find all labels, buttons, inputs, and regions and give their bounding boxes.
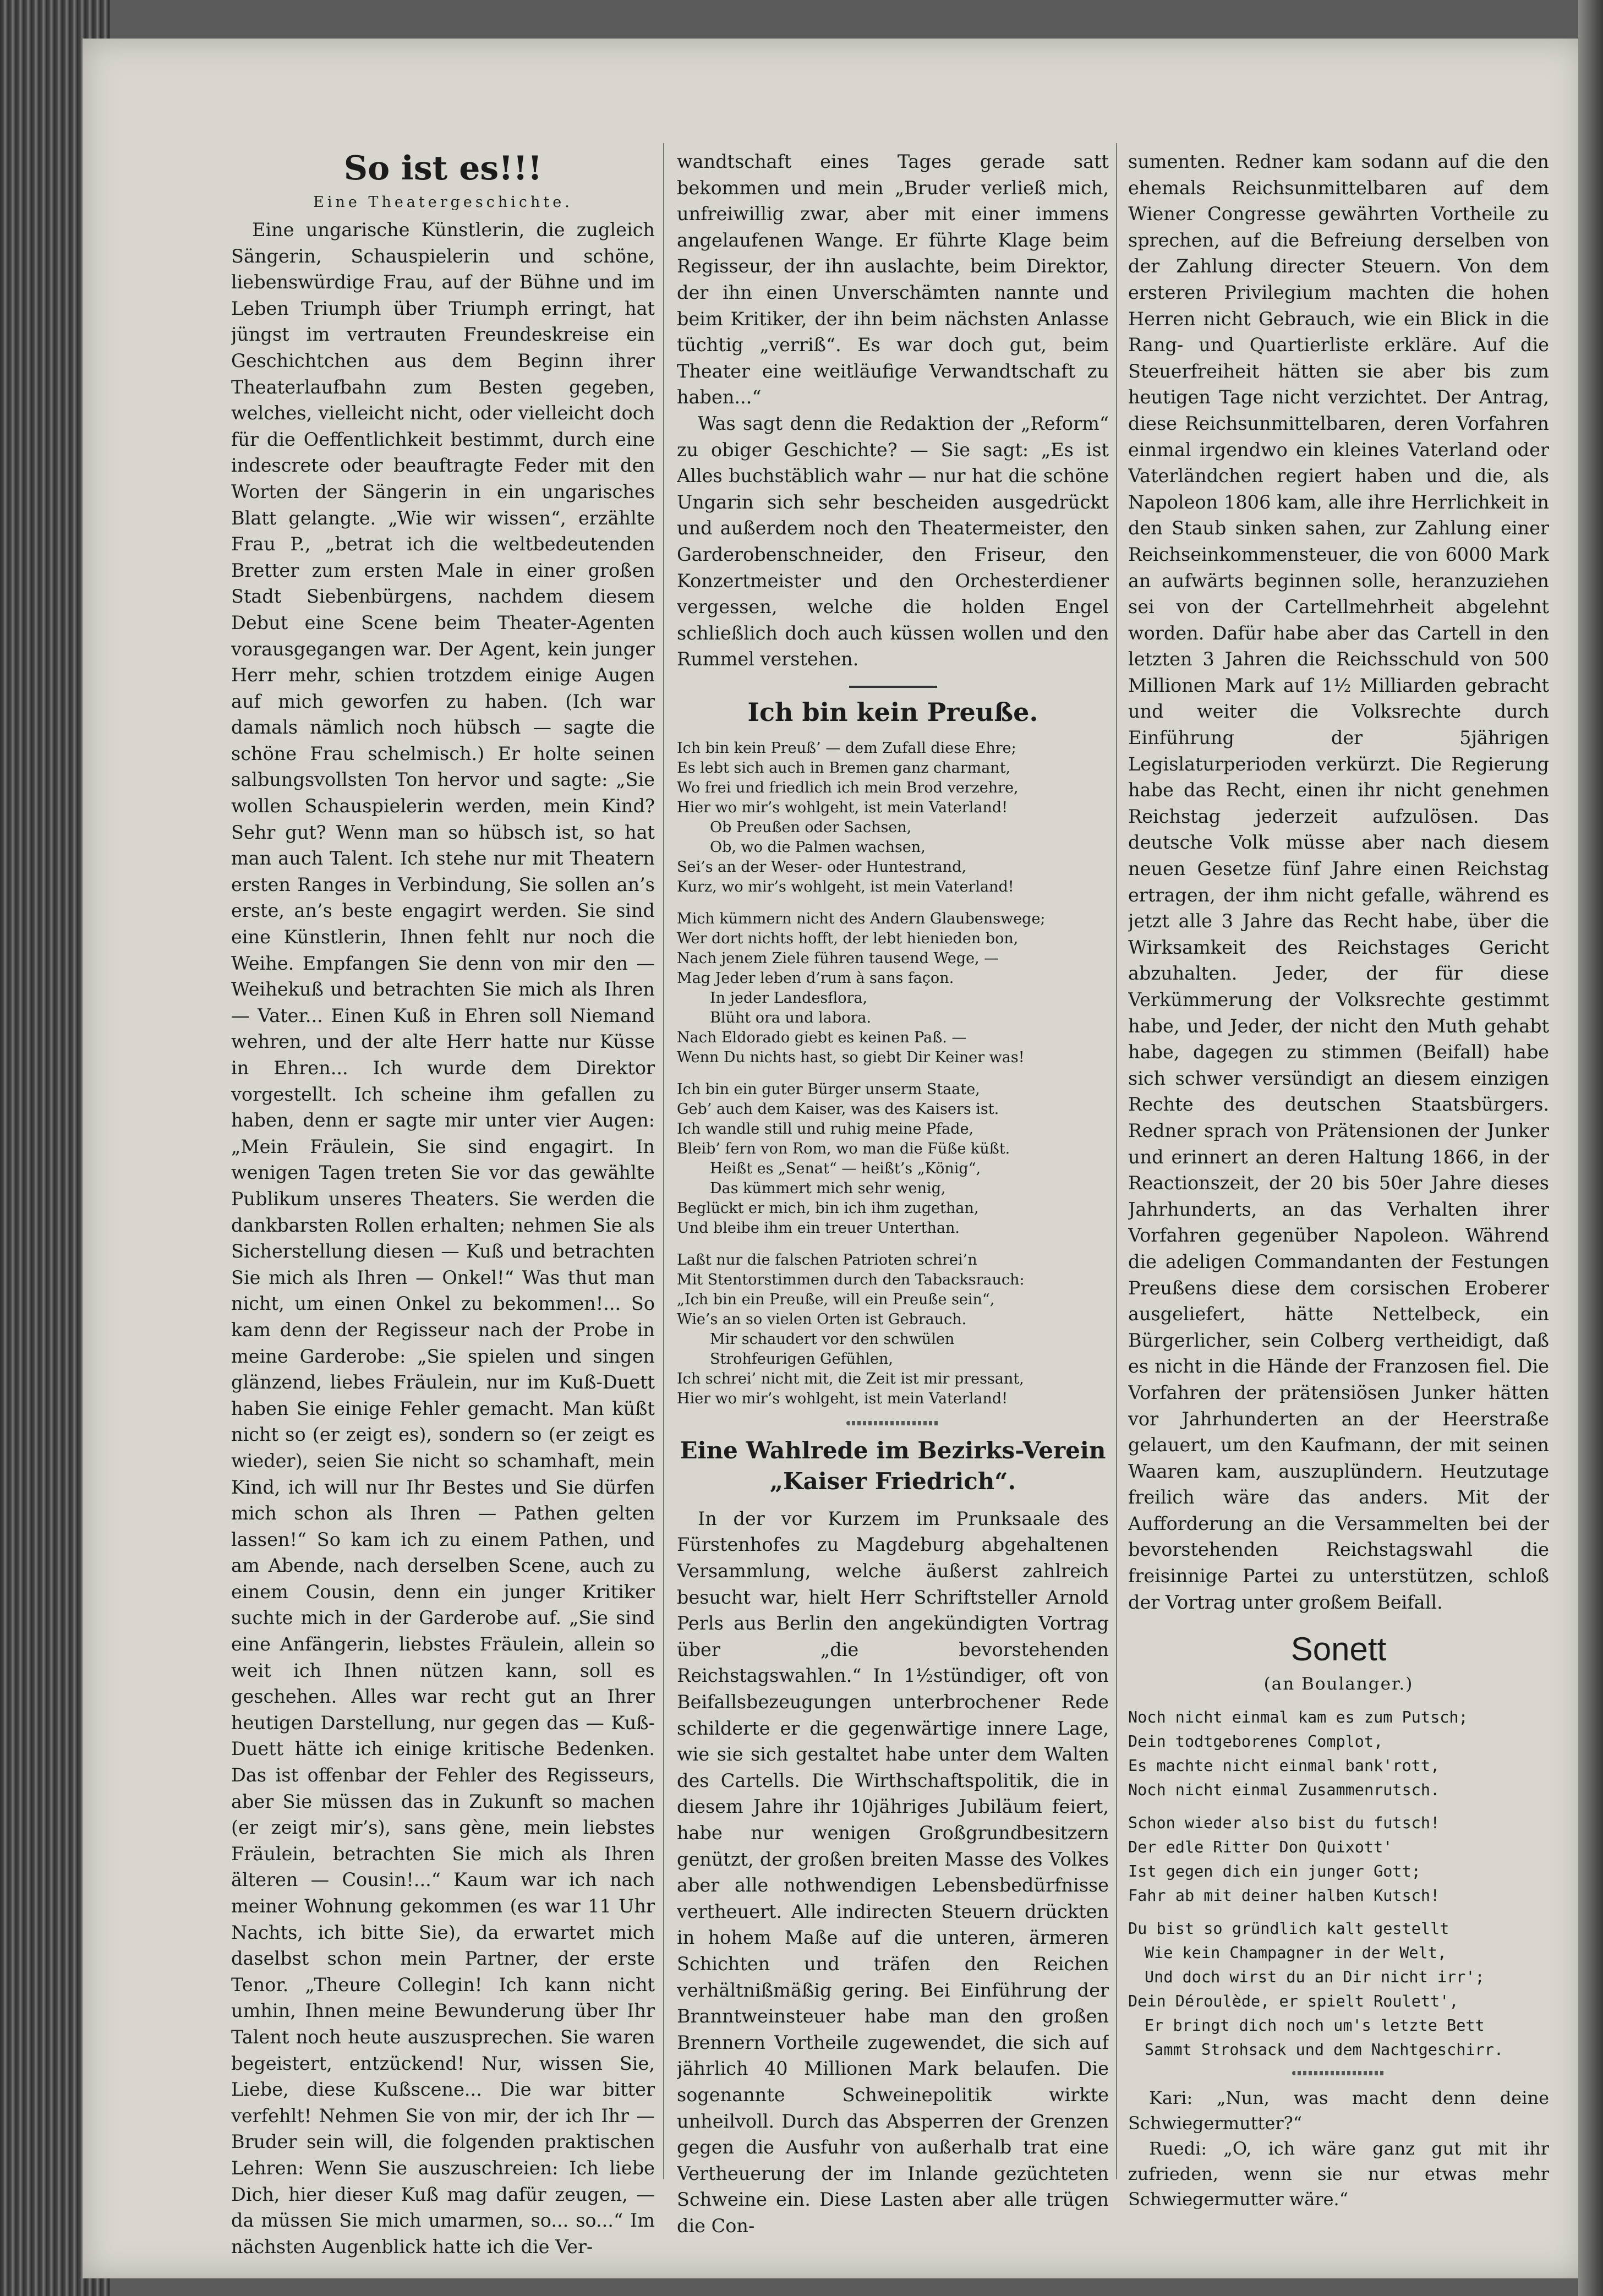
verse-line: Du bist so gründlich kalt gestellt (1128, 1920, 1449, 1938)
column-divider-1 (663, 143, 664, 2179)
verse-line: Dein Déroulède, er spielt Roulett', (1128, 1992, 1459, 2011)
verse-line: Mich kümmern nicht des Andern Glaubenswege; (677, 910, 1046, 927)
verse-line: Schon wieder also bist du futsch! (1128, 1814, 1440, 1833)
verse-line: Ich bin kein Preuß’ — dem Zufall diese Ehre; (677, 739, 1016, 757)
verse-line: Kurz, wo mir’s wohlgeht, ist mein Vaterland! (677, 878, 1014, 895)
verse-line: Heißt es „Senat“ — heißt’s „König“, (710, 1160, 981, 1177)
stanza (1128, 1917, 1549, 2062)
verse-line: Und doch wirst du an Dir nicht irr'; (1145, 1968, 1485, 1987)
verse-line: Hier wo mir’s wohlgeht, ist mein Vaterland! (677, 799, 1008, 816)
verse-line: Fahr ab mit deiner halben Kutsch! (1128, 1887, 1440, 1905)
stanza (1128, 1705, 1549, 1802)
wahlrede-body-continued: sumenten. Redner kam sodann auf die den ehemals Reichsunmittelbaren auf dem Wiener Congresse gewährten Vortheile zu sprechen, auf die Befreiung derselben von der Zahlung directer Steuern. Von dem ersteren Privilegium machten die hohen Herren nicht Gebrauch, wie ein Blick in die Rang- und Quartierliste erkläre. Auf die Steuerfreiheit hätten sie aber bis zum heutigen Tage nicht verzichtet. Der Antrag, diese Reichsunmittelbaren, deren Vorfahren einmal irgendwo ein kleines Vaterland oder Vaterländchen regiert haben und die, als Napoleon 1806 kam, alle ihre Herrlichkeit in den Staub sinken sahen, zur Zahlung einer Reichseinkommensteuer, die von 6000 Mark an aufwärts beginnen solle, heranzuziehen sei von der Cartellmehrheit abgelehnt worden. Dafür habe aber das Cartell in den letzten 3 Jahren die Reichsschuld von 500 Millionen Mark auf 1½ Milliarden gebracht und weiter die Volksrechte durch Einführung der 5jährigen Legislaturperioden verkürzt. Die Regierung habe das Recht, einen ihr nicht genehmen Reichstag jederzeit aufzulösen. Das deutsche Volk müsse aber nach diesem neuen Gesetze fünf Jahre einen Reichstag ertragen, der ihm nicht gefalle, während es jetzt alle 3 Jahre das Recht habe, über die Wirksamkeit des Reichstages Gericht abzuhalten. Jeder, der für diese Verkümmerung der Volksrechte gestimmt habe, und Jeder, der nicht den Muth gehabt habe, dagegen zu stimmen (Beifall) habe sich schwer versündigt an diesem einzigen Rechte des deutschen Staatsbürgers. Redner sprach von Prätensionen der Junker und erinnert an deren Haltung 1866, in der Reactionszeit, der 20 bis 50er Jahre dieses Jahrhunderts, an das Verhalten ihrer Vorfahren gegenüber Napoleon. Während die adeligen Commandanten der Festungen Preußens diese dem corsischen Eroberer ausgeliefert, hätte Nettelbeck, ein Bürgerlicher, sein Colberg vertheidigt, daß es nicht in die Hände der Franzosen fiel. Die Vorfahren der prätensiösen Junker hätten vor Jahrhunderten an der Heerstraße gelauert, um den Kaufmann, der mit seinen Waaren kam, auszuplündern. Heutzutage freilich wäre das anders. Mit der Aufforderung an die Versammelten bei der bevorstehenden Reichstagswahl die freisinnige Partei zu unterstützen, schloß der Vortrag unter großem Beifall. (1128, 151, 1549, 1613)
verse-line: Der edle Ritter Don Quixott' (1128, 1838, 1393, 1857)
scan-margin-right (1578, 0, 1603, 2296)
verse-line: Nach jenem Ziele führen tausend Wege, — (677, 949, 999, 967)
wahlrede-body: In der vor Kurzem im Prunksaale des Fürstenhofes zu Magdeburg abgehaltenen Versammlung, welche äußerst zahlreich besucht war, hielt Herr Schriftsteller Arnold Perls aus Berlin den angekündigten Vortrag über „die bevorstehenden Reichstagswahlen.“ In 1½stündiger, oft von Beifallsbezeugungen unterbrochener Rede schilderte er die gegenwärtige innere Lage, wie sie sich gestaltet habe unter dem Walten des Cartells. Die Wirthschaftspolitik, die in diesem Jahre ihr 10jähriges Jubiläum feiert, habe nur wenigen Großgrundbesitzern genützt, der großen breiten Masse des Volkes aber alle nothwendigen Lebensbedürfnisse vertheuert. Alle indirecten Steuern drückten in hohem Maße auf die unteren, ärmeren Schichten und träfen den Reichen verhältnißmäßig gering. Bei Einführung der Branntweinsteuer habe man den großen Brennern Vortheile zugewendet, die sich auf jährlich 40 Millionen Mark belaufen. Die sogenannte Schweinepolitik wirkte unheilvoll. Durch das Absperren der Grenzen gegen die Ausfuhr von außerhalb trat eine Vertheuerung der im Inlande gezüchteten Schweine ein. Diese Lasten aber alle trügen die Con- (677, 1507, 1109, 2237)
verse-line: Mit Stentorstimmen durch den Tabacksrauch: (677, 1271, 1025, 1288)
verse-line: Sammt Strohsack und dem Nachtgeschirr. (1145, 2041, 1504, 2059)
verse-line: Blüht ora und labora. (710, 1009, 872, 1026)
sonett-subtitle: (an Boulanger.) (1263, 1674, 1414, 1694)
verse-line: Bleib’ fern von Rom, wo man die Füße küßt. (677, 1140, 1010, 1157)
column-divider-2 (1116, 143, 1117, 2179)
verse-line: Mag Jeder leben d’rum à sans façon. (677, 969, 954, 987)
verse-line: Sei’s an der Weser- oder Huntestrand, (677, 858, 967, 876)
article-body-continued: wandtschaft eines Tages gerade satt bekommen und mein „Bruder verließ mich, unfreiwillig zwar, aber mit einer immens angelaufenen Wange. Er führte Klage beim Regisseur, der ihn auslachte, beim Direktor, der ihn einen Unverschämten nannte und beim Kritiker, der ihn beim nächsten Anlasse tüchtig „verriß“. Es war doch gut, beim Theater eine weitläufige Verwandtschaft zu haben...“ (677, 151, 1109, 408)
article-subtitle: Eine Theatergeschichte. (313, 194, 573, 211)
verse-line: Es machte nicht einmal bank'rott, (1128, 1757, 1440, 1775)
sonett-title: Sonett (1290, 1631, 1387, 1668)
title-line-2: „Kaiser Friedrich“. (769, 1467, 1016, 1495)
verse-line: Ich wandle still und ruhig meine Pfade, (677, 1120, 974, 1138)
verse-line: Noch nicht einmal kam es zum Putsch; (1128, 1708, 1468, 1727)
verse-line: Dein todtgeborenes Complot, (1128, 1732, 1383, 1751)
title-line-1: Eine Wahlrede im Bezirks-Verein (680, 1436, 1106, 1464)
stanza (677, 739, 1109, 897)
article-title-wahlrede (677, 1435, 1109, 1497)
verse-line: Wer dort nichts hofft, der lebt hienieden bon, (677, 930, 1019, 947)
verse-line: Ist gegen dich ein junger Gott; (1128, 1862, 1421, 1881)
column-2 (677, 149, 1109, 2239)
stanza (677, 1080, 1109, 1238)
anecdote-kari: Kari: „Nun, was macht denn deine Schwiegermutter?“ (1128, 2087, 1549, 2134)
poem-body (677, 739, 1109, 1409)
verse-line: Ob Preußen oder Sachsen, (710, 818, 912, 836)
stanza (1128, 1811, 1549, 1908)
verse-line: Wie’s an so vielen Orten ist Gebrauch. (677, 1310, 967, 1328)
verse-line: Laßt nur die falschen Patrioten schrei’n (677, 1251, 977, 1269)
verse-line: Wenn Du nichts hast, so giebt Dir Keiner was! (677, 1048, 1025, 1066)
column-1 (231, 149, 655, 2260)
verse-line: Hier wo mir’s wohlgeht, ist mein Vaterland! (677, 1390, 1008, 1407)
column-3 (1128, 149, 1549, 2212)
article-title-so-ist-es: So ist es!!! (343, 149, 543, 188)
verse-line: Wie kein Champagner in der Welt, (1145, 1944, 1447, 1962)
wavy-divider-2 (1292, 2071, 1386, 2075)
poem-title: Ich bin kein Preuße. (747, 697, 1038, 727)
verse-line: Ob, wo die Palmen wachsen, (710, 838, 926, 856)
verse-line: Das kümmert mich sehr wenig, (710, 1179, 946, 1197)
anecdote-ruedi: Ruedi: „O, ich wäre ganz gut mit ihr zufrieden, wenn sie nur etwas mehr Schwiegermutter wäre.“ (1128, 2138, 1549, 2210)
section-rule (849, 686, 937, 688)
verse-line: Noch nicht einmal Zusammenrutsch. (1128, 1781, 1440, 1800)
verse-line: Strohfeurigen Gefühlen, (710, 1350, 893, 1368)
verse-line: Es lebt sich auch in Bremen ganz charmant, (677, 759, 1011, 777)
verse-line: Geb’ auch dem Kaiser, was des Kaisers ist. (677, 1100, 999, 1118)
verse-line: Nach Eldorado giebt es keinen Paß. — (677, 1029, 967, 1046)
verse-line: Ich bin ein guter Bürger unserm Staate, (677, 1080, 980, 1098)
article-body-redaktion: Was sagt denn die Redaktion der „Reform“ zu obiger Geschichte? — Sie sagt: „Es ist Alles buchstäblich wahr — nur hat die schöne Ungarin sich sehr bescheiden ausgedrückt und außerdem noch den Theatermeister, den Garderobenschneider, den Friseur, den Konzertmeister und den Orchesterdiener vergessen, welche die holden Engel schließlich doch auch küssen wollen und den Rummel verstehen. (677, 412, 1109, 670)
wavy-divider (846, 1421, 940, 1425)
verse-line: Mir schaudert vor den schwülen (710, 1330, 955, 1348)
verse-line: Er bringt dich noch um's letzte Bett (1145, 2016, 1485, 2035)
verse-line: Wo frei und friedlich ich mein Brod verzehre, (677, 779, 1019, 796)
stanza (677, 1250, 1109, 1409)
verse-line: Ich schrei’ nicht mit, die Zeit ist mir pressant, (677, 1370, 1024, 1387)
stanza (677, 909, 1109, 1068)
verse-line: Und bleibe ihm ein treuer Unterthan. (677, 1219, 960, 1237)
verse-line: In jeder Landesflora, (710, 989, 868, 1007)
sonett-body (1128, 1705, 1549, 2062)
article-body: Eine ungarische Künstlerin, die zugleich Sängerin, Schauspielerin und schöne, liebenswürdige Frau, auf der Bühne und im Leben Triumph über Triumph erringt, hat jüngst im vertrauten Freundeskreise ein Geschichtchen aus dem Beginn ihrer Theaterlaufbahn zum Besten gegeben, welches, vielleicht nicht, oder vielleicht doch für die Oeffentlichkeit bestimmt, durch eine indescrete oder beauftragte Feder mit den Worten der Sängerin in ein ungarisches Blatt gelangte. „Wie wir wissen“, erzählte Frau P., „betrat ich die weltbedeutenden Bretter zum ersten Male in einer großen Stadt Siebenbürgens, nachdem diesem Debut eine Scene beim Theater-Agenten vorausgegangen war. Der Agent, kein junger Herr mehr, schien trotzdem einige Augen auf mich geworfen zu haben. (Ich war damals nämlich noch hübsch — sagte die schöne Frau schelmisch.) Er holte seinen salbungsvollsten Ton hervor und sagte: „Sie wollen Schauspielerin werden, mein Kind? Sehr gut? Wenn man so hübsch ist, so hat man auch Talent. Ich stehe nur mit Theatern ersten Ranges in Verbindung, Sie sollen an’s erste, an’s beste engagirt werden. Sie sind eine Künstlerin, Ihnen fehlt nur noch die Weihe. Empfangen Sie denn von mir den — Weihekuß und betrachten Sie mich als Ihren — Vater... Einen Kuß in Ehren soll Niemand wehren, und der alte Herr hatte nur Küsse in Ehren... Ich wurde dem Direktor vorgestellt. Ich scheine ihm gefallen zu haben, denn er sagte mir unter vier Augen: „Mein Fräulein, Sie sind engagirt. In wenigen Tagen treten Sie vor das gewählte Publikum unseres Theaters. Sie werden die dankbarsten Rollen erhalten; nehmen Sie als Sicherstellung diesen — Kuß und betrachten Sie mich als Ihren — Onkel!“ Was thut man nicht, um einen Onkel zu bekommen!... So kam denn der Regisseur nach der Probe in meine Garderobe: „Sie spielen und singen glänzend, liebes Fräulein, nur im Kuß-Duett haben Sie einige Fehler gemacht. Man küßt nicht so (er zeigt es), sondern so (er zeigt es wieder), seien Sie nicht so schamhaft, mein Kind, ich will nur Ihr Bestes und Sie dürfen mich schon als Ihren — Pathen gelten lassen!“ So kam ich zu einem Pathen, und am Abende, nach derselben Scene, auch zu einem Cousin, denn ein junger Kritiker suchte mich in der Garderobe auf. „Sie sind eine Anfängerin, liebstes Fräulein, allein so weit ich Ihnen nützen kann, soll es geschehen. Alles war recht gut an Ihrer heutigen Darstellung, nur gegen das — Kuß-Duett hätte ich einige kritische Bedenken. Das ist offenbar der Fehler des Regisseurs, aber Sie müssen das in Zukunft so machen (er zeigt mir’s), sans gène, mein liebstes Fräulein, betrachten Sie mich als Ihren älteren — Cousin!...“ Kaum war ich nach meiner Wohnung gekommen (es war 11 Uhr Nachts, ich bitte Sie), da erwartet mich daselbst schon mein Partner, der erste Tenor. „Theure Collegin! Ich kann nicht umhin, Ihnen meine Bewunderung über Ihr Talent noch heute auszusprechen. Sie waren begeistert, entzückend! Nur, wissen Sie, Liebe, diese Kußscene... Die war bitter verfehlt! Nehmen Sie von mir, der ich Ihr — Bruder sein will, die folgenden praktischen Lehren: Wenn Sie auszuschreien: Ich liebe Dich, hier dieser Kuß mag dafür zeugen, — da müssen Sie mich umarmen, so... so...“ Im nächsten Augenblick hatte ich die Ver- (231, 219, 655, 2257)
verse-line: Beglückt er mich, bin ich ihm zugethan, (677, 1199, 979, 1217)
verse-line: „Ich bin ein Preuße, will ein Preuße sein“, (677, 1291, 995, 1308)
